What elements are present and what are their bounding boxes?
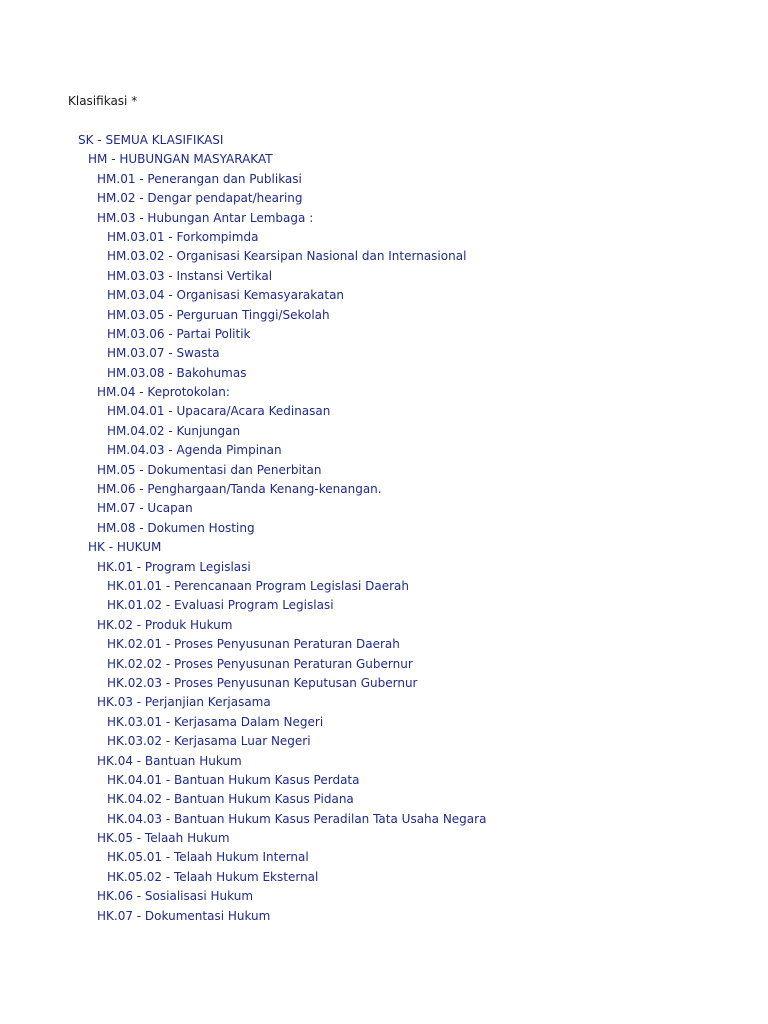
tree-item-level-2[interactable]: HM.04 - Keprotokolan: <box>97 385 230 400</box>
klasifikasi-field-label <box>68 92 137 110</box>
tree-item-level-3[interactable]: HK.03.02 - Kerjasama Luar Negeri <box>107 734 311 749</box>
tree-item-level-3[interactable]: HM.03.07 - Swasta <box>107 346 220 361</box>
tree-item-level-3[interactable]: HM.03.02 - Organisasi Kearsipan Nasional dan Internasional <box>107 249 467 264</box>
tree-item-level-3[interactable]: HK.02.01 - Proses Penyusunan Peraturan Daerah <box>107 637 400 652</box>
tree-item-level-3[interactable]: HM.04.01 - Upacara/Acara Kedinasan <box>107 404 331 419</box>
required-marker: * <box>131 94 138 108</box>
tree-item-level-2[interactable]: HM.06 - Penghargaan/Tanda Kenang-kenangan. <box>97 482 382 497</box>
tree-item-level-2[interactable]: HK.03 - Perjanjian Kerjasama <box>97 695 271 710</box>
klasifikasi-tree-list <box>0 131 768 926</box>
tree-item-level-3[interactable]: HM.03.04 - Organisasi Kemasyarakatan <box>107 288 345 303</box>
tree-item-level-3[interactable]: HK.02.03 - Proses Penyusunan Keputusan Gubernur <box>107 675 418 690</box>
tree-item-level-2[interactable]: HM.02 - Dengar pendapat/hearing <box>97 191 303 206</box>
tree-item-level-2[interactable]: HM.08 - Dokumen Hosting <box>97 520 255 535</box>
tree-item-level-3[interactable]: HM.04.03 - Agenda Pimpinan <box>107 443 282 458</box>
field-label-text: Klasifikasi <box>68 94 128 108</box>
tree-item-level-3[interactable]: HK.04.01 - Bantuan Hukum Kasus Perdata <box>107 772 360 787</box>
tree-item-level-2[interactable]: HK.02 - Produk Hukum <box>97 617 233 632</box>
tree-item-level-3[interactable]: HK.04.02 - Bantuan Hukum Kasus Pidana <box>107 792 354 807</box>
tree-item-level-3[interactable]: HM.04.02 - Kunjungan <box>107 423 241 438</box>
tree-item-level-1[interactable]: HM - HUBUNGAN MASYARAKAT <box>88 152 273 167</box>
tree-item-level-2[interactable]: HM.03 - Hubungan Antar Lembaga : <box>97 210 314 225</box>
tree-item-level-3[interactable]: HM.03.08 - Bakohumas <box>107 365 247 380</box>
tree-item-level-2[interactable]: HK.07 - Dokumentasi Hukum <box>97 908 271 923</box>
tree-item-level-3[interactable]: HK.03.01 - Kerjasama Dalam Negeri <box>107 714 324 729</box>
tree-item-level-3[interactable]: HK.01.01 - Perencanaan Program Legislasi Daerah <box>107 578 410 593</box>
tree-item-level-2[interactable]: HM.05 - Dokumentasi dan Penerbitan <box>97 462 322 477</box>
tree-item-level-2[interactable]: HK.01 - Program Legislasi <box>97 559 251 574</box>
tree-item-level-3[interactable]: HK.01.02 - Evaluasi Program Legislasi <box>107 598 334 613</box>
tree-item-level-2[interactable]: HM.01 - Penerangan dan Publikasi <box>97 171 302 186</box>
tree-item-level-3[interactable]: HK.05.01 - Telaah Hukum Internal <box>107 850 309 865</box>
tree-item-level-3[interactable]: HM.03.01 - Forkompimda <box>107 229 259 244</box>
tree-item-level-0[interactable]: SK - SEMUA KLASIFIKASI <box>78 133 224 147</box>
tree-item-level-3[interactable]: HK.04.03 - Bantuan Hukum Kasus Peradilan Tata Usaha Negara <box>107 811 487 826</box>
tree-item-level-3[interactable]: HM.03.06 - Partai Politik <box>107 326 251 341</box>
tree-item-level-3[interactable]: HK.05.02 - Telaah Hukum Eksternal <box>107 869 319 884</box>
tree-item-level-3[interactable]: HK.02.02 - Proses Penyusunan Peraturan Gubernur <box>107 656 413 671</box>
tree-item-level-3[interactable]: HM.03.05 - Perguruan Tinggi/Sekolah <box>107 307 330 322</box>
tree-item-level-2[interactable]: HK.04 - Bantuan Hukum <box>97 753 242 768</box>
tree-item-level-3[interactable]: HM.03.03 - Instansi Vertikal <box>107 268 273 283</box>
tree-item-level-2[interactable]: HK.06 - Sosialisasi Hukum <box>97 889 254 904</box>
tree-item-level-1[interactable]: HK - HUKUM <box>88 540 162 555</box>
tree-item-level-2[interactable]: HM.07 - Ucapan <box>97 501 193 516</box>
tree-item-level-2[interactable]: HK.05 - Telaah Hukum <box>97 831 230 846</box>
